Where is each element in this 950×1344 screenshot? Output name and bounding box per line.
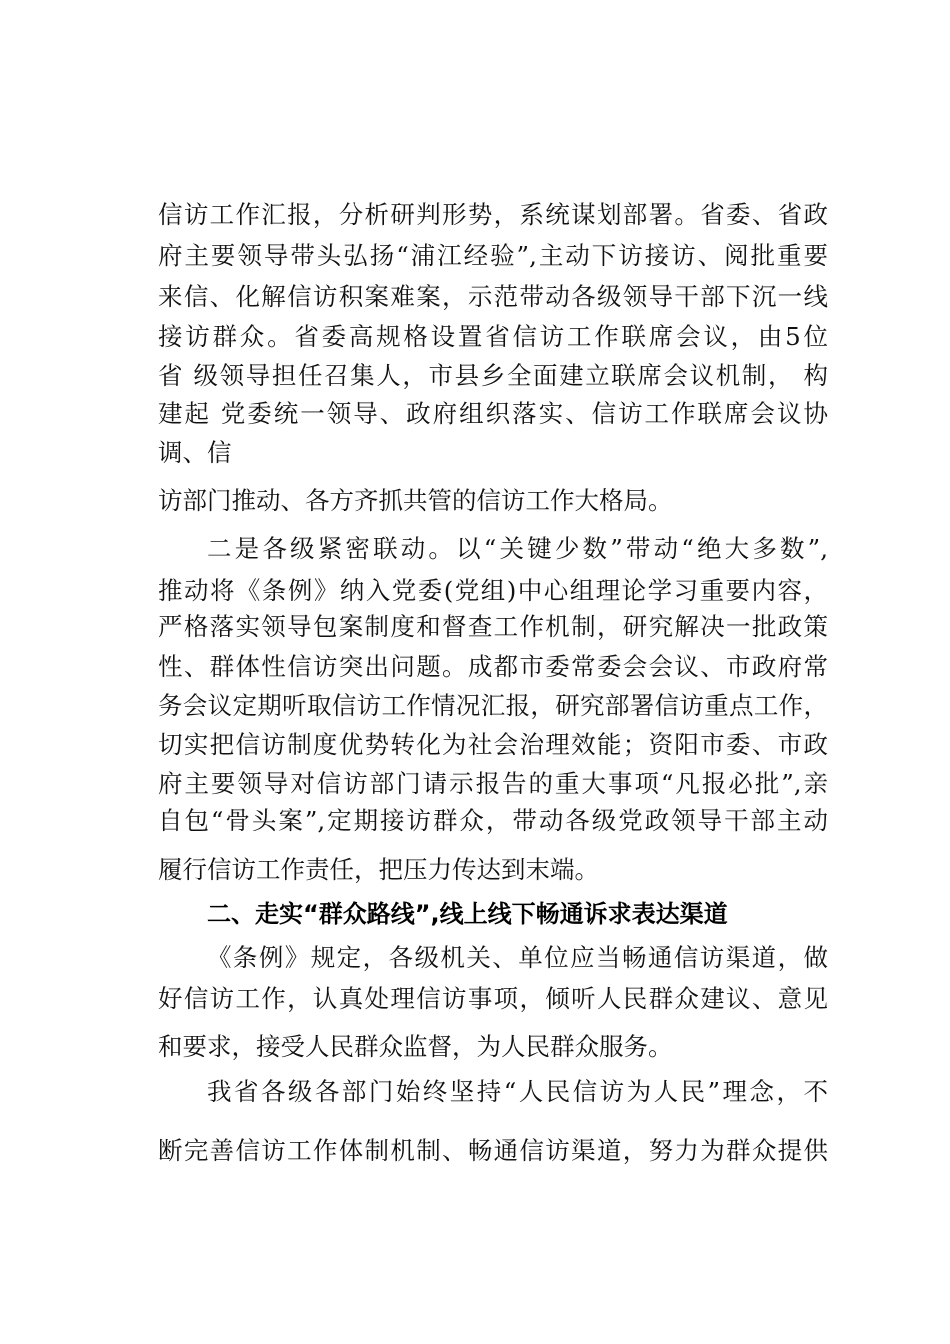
body-text-line: 府主要领导带头弘扬“浦江经验”,主动下访接访、阅批重要 [158,241,828,270]
body-text-line: 推动将《条例》纳入党委(党组)中心组理论学习重要内容， [158,576,828,605]
paragraph-first-line: 《条例》规定，各级机关、单位应当畅通信访渠道，做 [207,943,828,972]
body-text-line: 访部门推动、各方齐抓共管的信访工作大格局。 [158,486,673,515]
body-text-line: 府主要领导对信访部门请示报告的重大事项“凡报必批”,亲 [158,769,828,798]
body-text-line: 信访工作汇报，分析研判形势，系统谋划部署。省委、省政 [158,200,828,229]
body-text-line: 严格落实领导包案制度和督查工作机制，研究解决一批政策 [158,612,828,641]
body-text-line: 建起 党委统一领导、政府组织落实、信访工作联席会议协 [158,399,828,428]
body-text-line: 好信访工作，认真处理信访事项，倾听人民群众建议、意见 [158,984,828,1013]
body-text-line: 切实把信访制度优势转化为社会治理效能；资阳市委、市政 [158,730,828,759]
body-text-line: 务会议定期听取信访工作情况汇报，研究部署信访重点工作， [158,691,828,720]
paragraph-first-line: 二是各级紧密联动。以“关键少数”带动“绝大多数”, [207,534,828,563]
body-text-line: 自包“骨头案”,定期接访群众，带动各级党政领导干部主动 [158,806,828,835]
body-text-line: 和要求，接受人民群众监督，为人民群众服务。 [158,1032,673,1061]
body-text-line: 接访群众。省委高规格设置省信访工作联席会议，由5位 [158,322,828,351]
body-text-line: 来信、化解信访积案难案，示范带动各级领导干部下沉一线 [158,282,828,311]
body-text-line: 省 级领导担任召集人，市县乡全面建立联席会议机制， 构 [158,361,828,390]
body-text-line: 调、信 [158,438,232,467]
body-text-line: 履行信访工作责任，把压力传达到末端。 [158,855,599,884]
section-heading: 二、走实“群众路线”,线上线下畅通诉求表达渠道 [207,900,728,928]
paragraph-first-line: 我省各级各部门始终坚持“人民信访为人民”理念，不 [207,1077,828,1106]
body-text-line: 性、群体性信访突出问题。成都市委常委会会议、市政府常 [158,652,828,681]
body-text-line: 断完善信访工作体制机制、畅通信访渠道，努力为群众提供 [158,1136,828,1165]
